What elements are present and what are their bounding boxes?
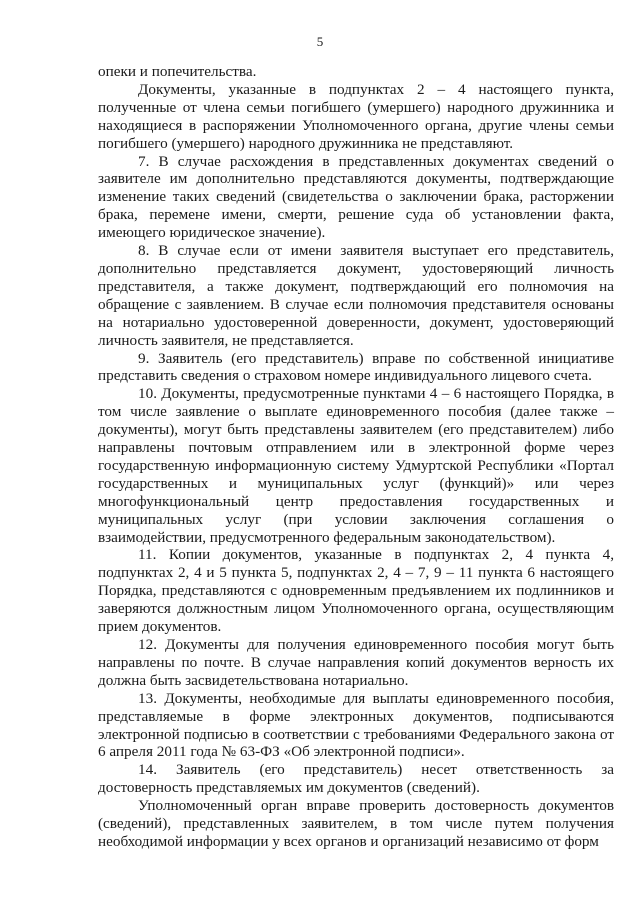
page-number: 5 [316,34,324,49]
paragraph-item-7: 7. В случае расхождения в представленных документах сведений о заявителе им дополнительно представляются документы, подтверждающие изменение таких сведений (свидетельства о заключении брака, расторжении брака, перемене имени, смерти, решение суда об установлении факта, имеющего юридическое значение). [98,152,614,242]
paragraph-item-12: 12. Документы для получения единовременного пособия могут быть направлены по почте. В случае направления копий документов верность их должна быть засвидетельствована нотариально. [98,636,614,689]
paragraph-item-13: 13. Документы, необходимые для выплаты единовременного пособия, представляемые в форме электронных документов, подписываются электронной подписью в соответствии с требованиями Федерального закона от 6 апреля 2011 года № 63-ФЗ «Об электронной подписи». [98,689,614,761]
paragraph-item-9: 9. Заявитель (его представитель) вправе по собственной инициативе представить сведения о страховом номере индивидуального лицевого счета. [98,349,614,385]
paragraph-continuation: опеки и попечительства. [98,63,257,80]
paragraph-item-14: 14. Заявитель (его представитель) несет ответственность за достоверность представляемых им документов (сведений). [98,761,614,797]
paragraph-documents-not-required: Документы, указанные в подпунктах 2 – 4 настоящего пункта, полученные от члена семьи погибшего (умершего) народного дружинника и находящиеся в распоряжении Уполномоченного органа, другие члены семьи погибшего (умершего) народного дружинника не представляют. [98,80,614,152]
paragraph-verification: Уполномоченный орган вправе проверить достоверность документов (сведений), представленных заявителем, в том числе путем получения необходимой информации у всех органов и организаций независимо от форм [98,797,614,850]
paragraph-item-8: 8. В случае если от имени заявителя выступает его представитель, дополнительно представляется документ, удостоверяющий личность представителя, а также документ, подтверждающий его полномочия на обращение с заявлением. В случае если полномочия представителя основаны на нотариально удостоверенной доверенности, документ, удостоверяющий личность заявителя, не представляется. [98,242,614,349]
paragraph-item-11: 11. Копии документов, указанные в подпунктах 2, 4 пункта 4, подпунктах 2, 4 и 5 пункта 5, подпунктах 2, 4 – 7, 9 – 11 пункта 6 настоящего Порядка, представляются с одновременным предъявлением их подлинников и заверяются должностным лицом Уполномоченного органа, осуществляющим прием документов. [98,546,614,636]
document-body [98,63,614,851]
paragraph-item-10: 10. Документы, предусмотренные пунктами 4 – 6 настоящего Порядка, в том числе заявление о выплате единовременного пособия (далее также – документы), могут быть представлены заявителем (его представителем) либо направлены почтовым отправлением или в электронной форме через государственную информационную систему Удмуртской Республики «Портал государственных и муниципальных услуг (функций)» или через многофункциональный центр предоставления государственных и муниципальных услуг (при условии заключения соглашения о взаимодействии, предусмотренного федеральным законодательством). [98,385,614,546]
